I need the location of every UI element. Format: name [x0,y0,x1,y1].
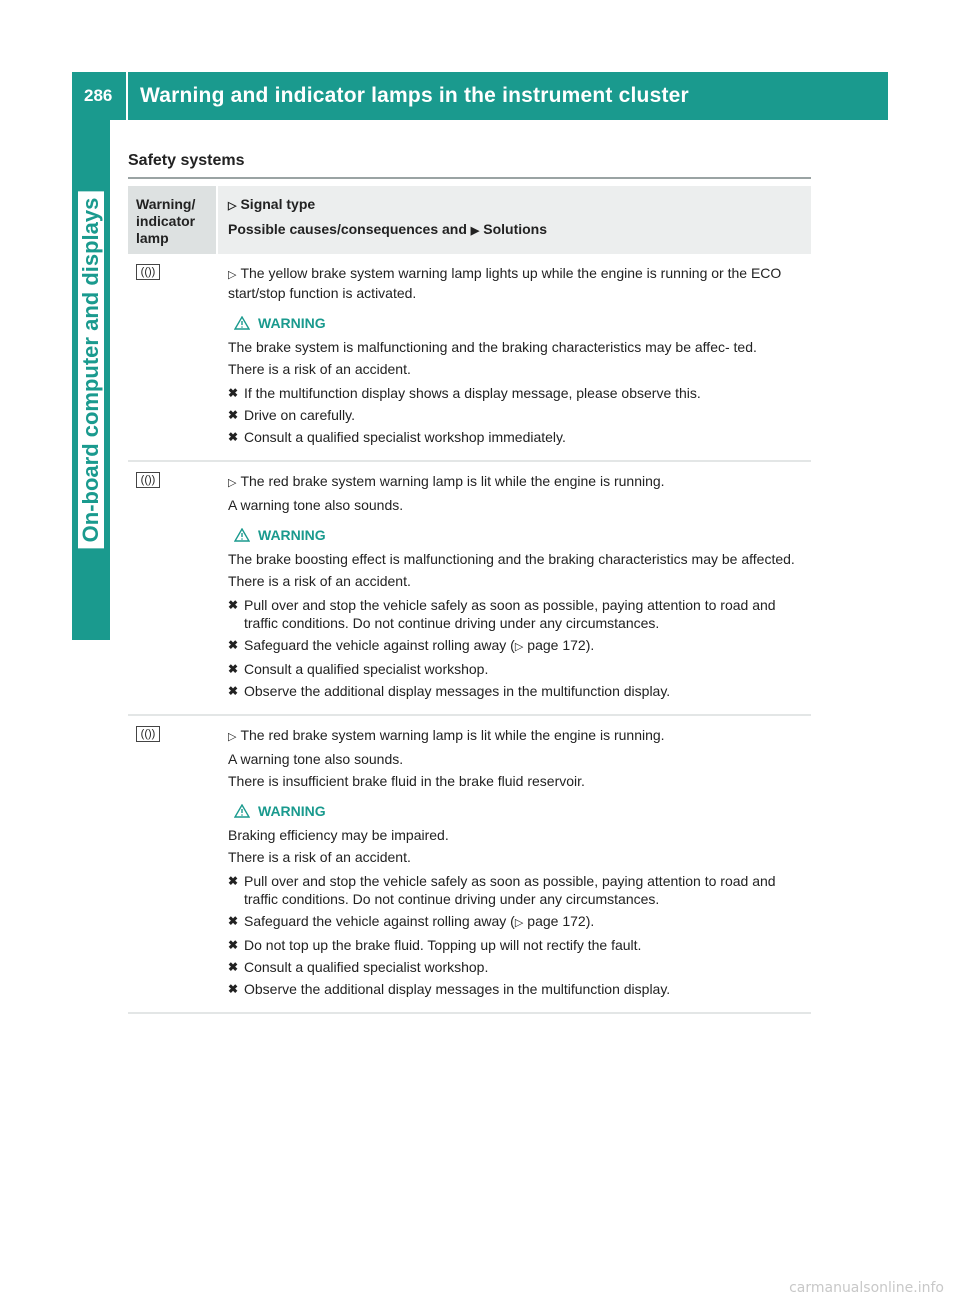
list-item: ✖ Consult a qualified specialist workshop immediately. [228,429,566,445]
warning-heading [234,314,803,332]
description-cell [218,462,811,704]
list-item: ✖ Pull over and stop the vehicle safely as soon as possible, paying attention to road and traffic conditions. Do not continue driving under any circumstances. [228,597,776,631]
safety-systems-table [128,186,811,1014]
section-title: Safety systems [128,152,245,169]
chapter-title: Warning and indicator lamps in the instrument cluster [140,84,689,107]
col-lamp-header: Warning/ indicator lamp [128,186,216,254]
lamp-cell [128,462,218,704]
signal-text: The yellow brake system warning lamp lights up while the engine is running or the ECO start/stop function is activated. [228,265,782,301]
brake-warning-lamp-icon: (()) [136,472,160,488]
description-cell [218,716,811,1002]
list-item: ✖ Consult a qualified specialist workshop. [228,959,489,975]
warning-triangle-icon [234,528,250,542]
side-tab-text: On-board computer and displays [78,192,104,549]
watermark: carmanualsonline.info [789,1280,944,1296]
signal-extra: A warning tone also sounds. [228,751,404,767]
description-cell [218,254,811,450]
list-item: ✖ Safeguard the vehicle against rolling away (▷ page 172). [228,913,595,929]
brake-warning-lamp-icon: (()) [136,264,160,280]
list-item: ✖ Do not top up the brake fluid. Topping up will not rectify the fault. [228,937,642,953]
table-row [128,254,811,462]
col-causes-header: Possible causes/consequences and [228,221,467,237]
header-bar [72,72,888,120]
table-row [128,462,811,716]
warning-heading [234,526,803,544]
signal-arrow-icon: ▷ [228,731,237,743]
page-ref-arrow-icon: ▷ [514,641,524,653]
list-item: ✖ Drive on carefully. [228,407,356,423]
table-header [128,186,811,254]
col-desc-header [218,186,811,254]
signal-text: The red brake system warning lamp is lit while the engine is running. [240,727,665,743]
warning-text: Braking efficiency may be impaired. [228,827,449,843]
col-signal-header: Signal type [240,196,316,212]
warning-triangle-icon [234,804,250,818]
warning-label: WARNING [258,315,326,331]
warning-label: WARNING [258,527,326,543]
warning-heading [234,802,803,820]
signal-arrow-icon: ▷ [228,269,237,281]
risk-text: There is a risk of an accident. [228,573,411,589]
lamp-cell [128,716,218,1002]
warning-triangle-icon [234,316,250,330]
list-item: ✖ If the multifunction display shows a display message, please observe this. [228,385,701,401]
page-ref-arrow-icon: ▷ [514,917,524,929]
list-item: ✖ Consult a qualified specialist workshop. [228,661,489,677]
risk-text: There is a risk of an accident. [228,849,411,865]
list-item: ✖ Safeguard the vehicle against rolling away (▷ page 172). [228,637,595,653]
risk-text: There is a risk of an accident. [228,361,411,377]
warning-text: The brake boosting effect is malfunctioning and the braking characteristics may be affected. [228,551,795,567]
signal-extra-2: There is insufficient brake fluid in the brake fluid reservoir. [228,773,585,789]
signal-arrow-icon: ▷ [228,200,237,212]
list-item: ✖ Observe the additional display messages in the multifunction display. [228,683,671,699]
list-item: ✖ Observe the additional display messages in the multifunction display. [228,981,671,997]
page-reference-link[interactable]: page 172). [527,637,595,653]
signal-text: The red brake system warning lamp is lit while the engine is running. [240,473,665,489]
solution-arrow-icon: ▶ [470,225,480,237]
signal-extra: A warning tone also sounds. [228,497,404,513]
page-number: 286 [72,72,128,120]
warning-label: WARNING [258,803,326,819]
list-item: ✖ Pull over and stop the vehicle safely as soon as possible, paying attention to road and traffic conditions. Do not continue driving under any circumstances. [228,873,776,907]
col-solutions-header: Solutions [483,221,548,237]
table-row [128,716,811,1014]
lamp-cell [128,254,218,450]
page-reference-link[interactable]: page 172). [527,913,595,929]
brake-warning-lamp-icon: (()) [136,726,160,742]
warning-text: The brake system is malfunctioning and the braking characteristics may be affec- ted. [228,339,757,355]
signal-arrow-icon: ▷ [228,477,237,489]
top-rule [128,177,811,179]
